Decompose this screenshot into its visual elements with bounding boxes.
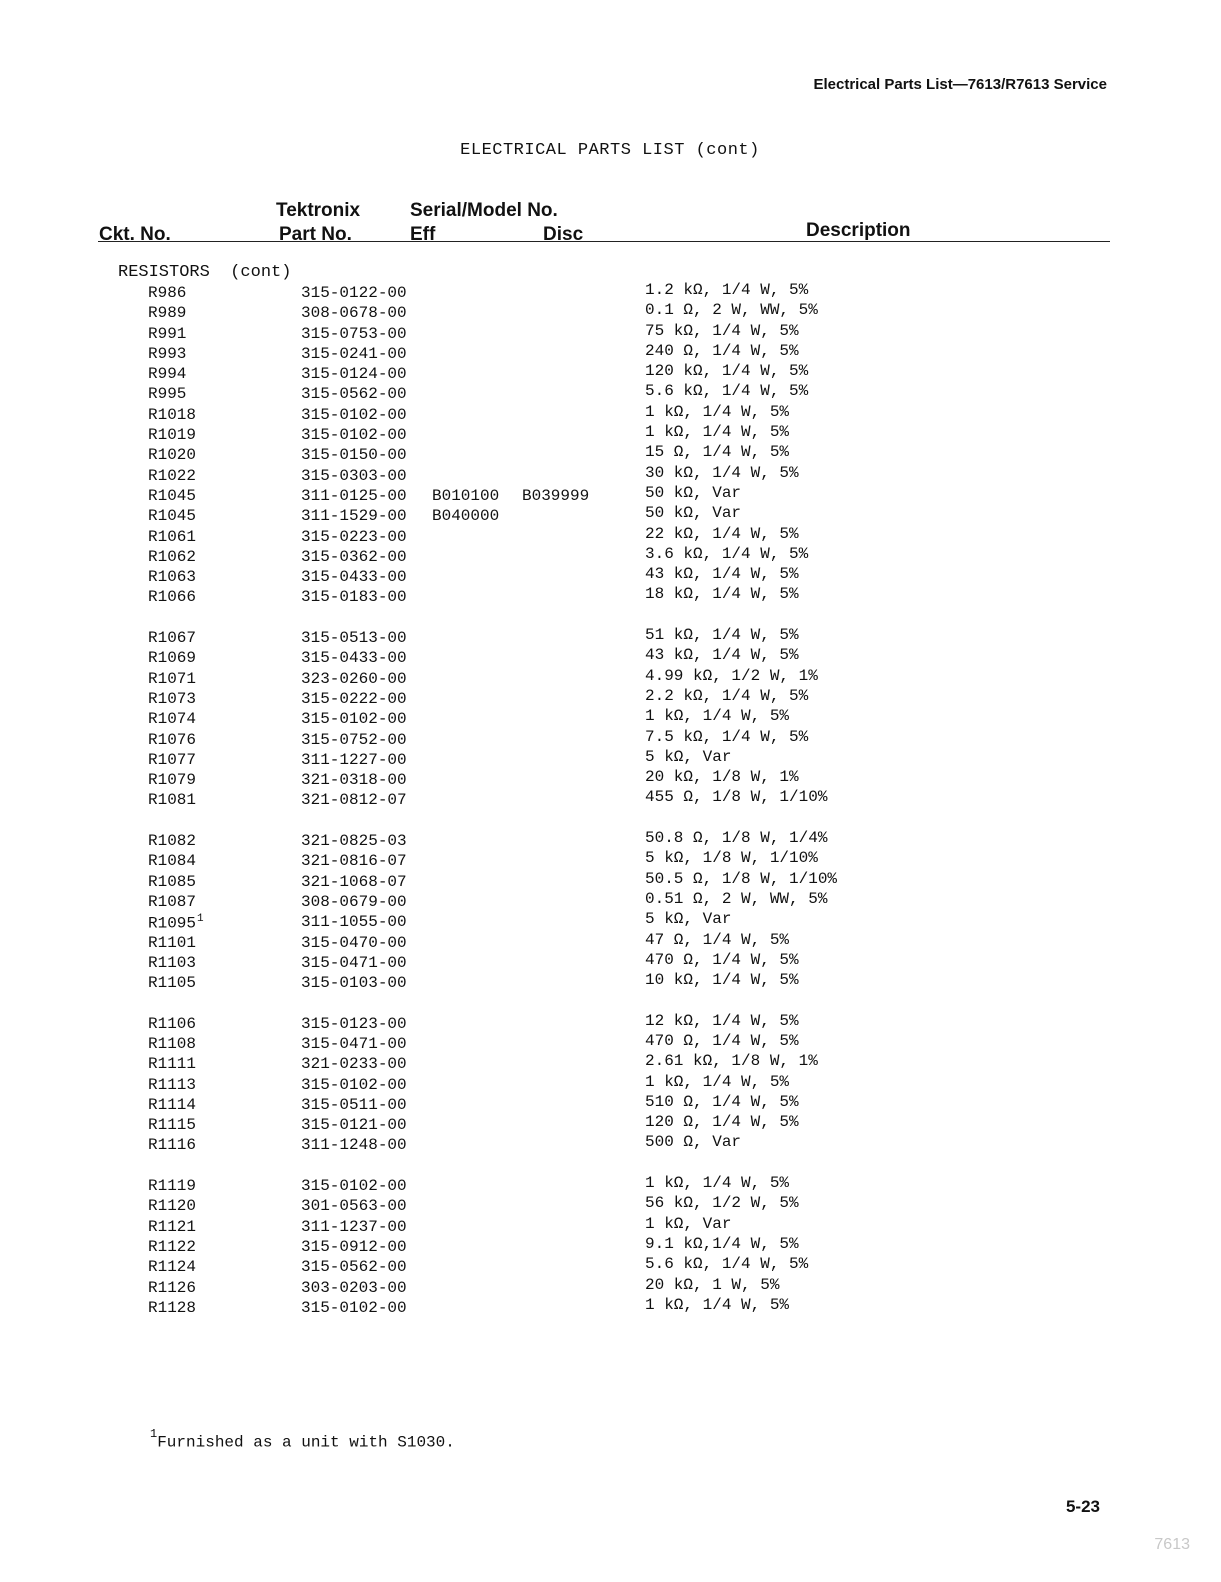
part-no-cell: 315-0183-00: [301, 588, 407, 607]
description-cell: 10 kΩ, 1/4 W, 5%: [645, 971, 799, 990]
ckt-no-cell: R1103: [148, 953, 197, 972]
ckt-no-cell: R1063: [148, 568, 197, 587]
table-row: [0, 1011, 1221, 1035]
ckt-no-cell: R1121: [148, 1217, 197, 1236]
part-no-cell: 321-0825-03: [301, 832, 407, 851]
description-cell: 12 kΩ, 1/4 W, 5%: [645, 1011, 799, 1030]
part-no-cell: 311-1227-00: [301, 750, 407, 769]
part-no-cell: 315-0102-00: [301, 1177, 407, 1196]
part-no-cell: 315-0752-00: [301, 730, 407, 749]
ckt-no-cell: R1095$^1$: [148, 913, 204, 933]
ckt-no-cell: R1115: [148, 1116, 197, 1135]
description-cell: 1 kΩ, 1/4 W, 5%: [645, 1072, 790, 1091]
table-row: [0, 727, 1221, 751]
table-row: [0, 910, 1221, 933]
table-row: [0, 1174, 1221, 1197]
description-cell: 1 kΩ, 1/4 W, 5%: [645, 1174, 790, 1193]
table-row: [0, 788, 1221, 811]
ckt-no-cell: R1116: [148, 1136, 197, 1155]
ckt-no-cell: R1082: [148, 832, 197, 851]
description-cell: 470 Ω, 1/4 W, 5%: [645, 1031, 799, 1050]
ckt-no-cell: R1113: [148, 1075, 197, 1094]
part-no-cell: 321-1068-07: [301, 872, 407, 891]
description-cell: 5 kΩ, Var: [645, 910, 732, 929]
ckt-no-cell: R1074: [148, 710, 197, 729]
part-no-cell: 315-0753-00: [301, 324, 407, 343]
part-no-cell: 321-0318-00: [301, 771, 407, 790]
part-no-cell: 301-0563-00: [301, 1197, 407, 1216]
ckt-no-cell: R1085: [148, 872, 197, 891]
part-no-cell: 315-0223-00: [301, 527, 407, 546]
ckt-no-cell: R1079: [148, 771, 197, 790]
part-no-cell: 308-0679-00: [301, 892, 407, 911]
part-no-cell: 315-0241-00: [301, 344, 407, 363]
table-row: [0, 1275, 1221, 1299]
ckt-no-cell: R1077: [148, 750, 197, 769]
ckt-no-cell: R1111: [148, 1055, 197, 1074]
part-no-cell: 311-1529-00: [301, 507, 407, 526]
description-cell: 120 kΩ, 1/4 W, 5%: [645, 362, 809, 381]
description-cell: 43 kΩ, 1/4 W, 5%: [645, 646, 799, 665]
description-cell: 1 kΩ, Var: [645, 1214, 732, 1233]
ckt-no-cell: R1067: [148, 629, 197, 648]
table-row: [0, 1092, 1221, 1116]
part-no-cell: 321-0816-07: [301, 852, 407, 871]
table-row: [0, 423, 1221, 446]
ckt-no-cell: R1101: [148, 933, 197, 952]
description-cell: 1 kΩ, 1/4 W, 5%: [645, 423, 790, 442]
ckt-no-cell: R1020: [148, 446, 197, 465]
table-row: [0, 829, 1221, 852]
part-no-cell: 315-0103-00: [301, 974, 407, 993]
description-cell: 43 kΩ, 1/4 W, 5%: [645, 565, 799, 584]
header-part-no: Part No.: [279, 224, 352, 245]
part-no-cell: 315-0303-00: [301, 466, 407, 485]
part-no-cell: 315-0433-00: [301, 568, 407, 587]
part-no-cell: 315-0362-00: [301, 547, 407, 566]
part-no-cell: 315-0470-00: [301, 933, 407, 952]
table-row: [0, 463, 1221, 487]
table-row: [0, 301, 1221, 324]
description-cell: 9.1 kΩ,1/4 W, 5%: [645, 1234, 799, 1253]
table-row: [0, 707, 1221, 730]
table-row: [0, 483, 1221, 507]
part-no-cell: 315-0562-00: [301, 385, 407, 404]
table-row: [0, 889, 1221, 913]
table-row: [0, 1295, 1221, 1319]
ckt-no-cell: R1066: [148, 588, 197, 607]
section-label: RESISTORS (cont): [118, 263, 292, 282]
ckt-no-cell: R1071: [148, 669, 197, 688]
ckt-no-cell: R1105: [148, 974, 197, 993]
part-no-cell: 311-1248-00: [301, 1136, 407, 1155]
table-row: [0, 544, 1221, 568]
footnote-mark: 1: [150, 1427, 158, 1441]
part-no-cell: 315-0150-00: [301, 446, 407, 465]
table-row: [0, 443, 1221, 466]
page-number: 5-23: [1065, 1497, 1100, 1516]
watermark: 7613: [1154, 1536, 1190, 1553]
ckt-no-cell: R994: [148, 365, 187, 384]
description-cell: 470 Ω, 1/4 W, 5%: [645, 950, 799, 969]
ckt-no-cell: R1018: [148, 405, 197, 424]
table-row: [0, 504, 1221, 527]
description-cell: 240 Ω, 1/4 W, 5%: [645, 341, 799, 360]
header-rule: [98, 241, 1110, 242]
table-row: [0, 930, 1221, 954]
description-cell: 22 kΩ, 1/4 W, 5%: [645, 524, 799, 543]
table-row: [0, 666, 1221, 690]
ckt-no-cell: R1128: [148, 1298, 197, 1317]
ckt-no-cell: R1022: [148, 466, 197, 485]
description-cell: 50 kΩ, Var: [645, 483, 742, 502]
ckt-no-cell: R1045: [148, 486, 197, 505]
description-cell: 51 kΩ, 1/4 W, 5%: [645, 626, 799, 645]
part-no-cell: 315-0102-00: [301, 405, 407, 424]
table-row: [0, 1255, 1221, 1278]
description-cell: 5.6 kΩ, 1/4 W, 5%: [645, 1255, 809, 1274]
part-no-cell: 315-0102-00: [301, 1298, 407, 1317]
eff-cell: B010100: [432, 486, 500, 505]
ckt-no-cell: R1081: [148, 791, 197, 810]
header-serial-model: Serial/Model No.: [410, 200, 558, 221]
table-row: [0, 402, 1221, 426]
table-row: [0, 849, 1221, 872]
table-row: [0, 626, 1221, 649]
description-cell: 20 kΩ, 1/8 W, 1%: [645, 768, 799, 787]
part-no-cell: 311-1237-00: [301, 1217, 407, 1236]
description-cell: 75 kΩ, 1/4 W, 5%: [645, 321, 799, 340]
page-title: ELECTRICAL PARTS LIST (cont): [460, 141, 760, 160]
description-cell: 15 Ω, 1/4 W, 5%: [645, 443, 790, 462]
header-eff: Eff: [410, 224, 436, 245]
part-no-cell: 315-0124-00: [301, 365, 407, 384]
description-cell: 3.6 kΩ, 1/4 W, 5%: [645, 544, 809, 563]
ckt-no-cell: R1114: [148, 1095, 197, 1114]
table-row: [0, 362, 1221, 385]
description-cell: 1 kΩ, 1/4 W, 5%: [645, 402, 790, 421]
footnote-text: Furnished as a unit with S1030.: [157, 1433, 455, 1452]
part-no-cell: 315-0433-00: [301, 649, 407, 668]
part-no-cell: 315-0511-00: [301, 1095, 407, 1114]
table-row: [0, 971, 1221, 994]
description-cell: 47 Ω, 1/4 W, 5%: [645, 930, 790, 949]
table-row: [0, 524, 1221, 548]
part-no-cell: 315-0102-00: [301, 710, 407, 729]
description-cell: 1 kΩ, 1/4 W, 5%: [645, 1295, 790, 1314]
ckt-no-cell: R1120: [148, 1197, 197, 1216]
part-no-cell: 323-0260-00: [301, 669, 407, 688]
part-no-cell: 303-0203-00: [301, 1278, 407, 1297]
description-cell: 2.2 kΩ, 1/4 W, 5%: [645, 686, 809, 705]
part-no-cell: 315-0471-00: [301, 953, 407, 972]
table-row: [0, 1113, 1221, 1136]
ckt-no-cell: R986: [148, 284, 187, 302]
table-row: [0, 768, 1221, 791]
parts-table: [0, 281, 1221, 1319]
footnote: [150, 1427, 455, 1452]
table-row: [0, 1234, 1221, 1258]
part-no-cell: 308-0678-00: [301, 304, 407, 323]
description-cell: 5.6 kΩ, 1/4 W, 5%: [645, 382, 809, 401]
description-cell: 455 Ω, 1/8 W, 1/10%: [645, 788, 828, 807]
ckt-no-cell: R1045: [148, 507, 197, 526]
eff-cell: B040000: [432, 507, 500, 526]
part-no-cell: 315-0102-00: [301, 426, 407, 445]
ckt-no-cell: R1019: [148, 426, 197, 445]
description-cell: 0.51 Ω, 2 W, WW, 5%: [645, 889, 828, 908]
ckt-no-cell: R995: [148, 385, 187, 404]
header-ckt-no: Ckt. No.: [99, 224, 171, 245]
description-cell: 5 kΩ, 1/8 W, 1/10%: [645, 849, 818, 868]
table-row: [0, 281, 1221, 304]
part-no-cell: 315-0121-00: [301, 1116, 407, 1135]
header-tektronix: Tektronix: [276, 200, 361, 221]
description-cell: 500 Ω, Var: [645, 1133, 742, 1152]
table-row: [0, 646, 1221, 669]
description-cell: 0.1 Ω, 2 W, WW, 5%: [645, 301, 818, 320]
table-row: [0, 950, 1221, 974]
description-cell: 50 kΩ, Var: [645, 504, 742, 523]
table-row: [0, 1031, 1221, 1055]
ckt-no-cell: R1062: [148, 547, 197, 566]
description-cell: 2.61 kΩ, 1/8 W, 1%: [645, 1052, 818, 1071]
description-cell: 56 kΩ, 1/2 W, 5%: [645, 1194, 799, 1213]
part-no-cell: 315-0471-00: [301, 1034, 407, 1053]
table-row: [0, 382, 1221, 405]
running-head: Electrical Parts List—7613/R7613 Service: [813, 76, 1107, 93]
ckt-no-cell: R1076: [148, 730, 197, 749]
description-cell: 120 Ω, 1/4 W, 5%: [645, 1113, 799, 1132]
ckt-no-cell: R1073: [148, 689, 197, 708]
table-row: [0, 1052, 1221, 1075]
table-row: [0, 341, 1221, 365]
ckt-no-cell: R1124: [148, 1258, 197, 1277]
part-no-cell: 315-0123-00: [301, 1014, 407, 1033]
table-row: [0, 1214, 1221, 1238]
table-row: [0, 747, 1221, 771]
part-no-cell: 315-0222-00: [301, 689, 407, 708]
ckt-no-cell: R1106: [148, 1014, 197, 1033]
table-row: [0, 686, 1221, 710]
ckt-no-cell: R1122: [148, 1237, 197, 1256]
disc-cell: B039999: [522, 486, 590, 505]
part-no-cell: 315-0912-00: [301, 1237, 407, 1256]
description-cell: 510 Ω, 1/4 W, 5%: [645, 1092, 799, 1111]
ckt-no-cell: R991: [148, 324, 187, 343]
ckt-no-cell: R1084: [148, 852, 197, 871]
table-row: [0, 321, 1221, 345]
ckt-no-cell: R1069: [148, 649, 197, 668]
table-row: [0, 585, 1221, 608]
ckt-no-cell: R993: [148, 344, 187, 363]
ckt-no-cell: R1061: [148, 527, 197, 546]
table-row: [0, 869, 1221, 893]
ckt-no-cell: R1119: [148, 1177, 197, 1196]
table-row: [0, 1194, 1221, 1217]
description-cell: 4.99 kΩ, 1/2 W, 1%: [645, 666, 818, 685]
part-no-cell: 311-1055-00: [301, 913, 407, 932]
description-cell: 30 kΩ, 1/4 W, 5%: [645, 463, 799, 482]
description-cell: 50.5 Ω, 1/8 W, 1/10%: [645, 869, 838, 888]
table-row: [0, 1072, 1221, 1096]
part-no-cell: 321-0812-07: [301, 791, 407, 810]
header-description: Description: [806, 220, 911, 241]
header-disc: Disc: [543, 224, 584, 245]
description-cell: 1 kΩ, 1/4 W, 5%: [645, 707, 790, 726]
description-cell: 5 kΩ, Var: [645, 747, 732, 766]
description-cell: 18 kΩ, 1/4 W, 5%: [645, 585, 799, 604]
part-no-cell: 311-0125-00: [301, 486, 407, 505]
ckt-no-cell: R989: [148, 304, 187, 323]
part-no-cell: 315-0122-00: [301, 284, 407, 302]
part-no-cell: 321-0233-00: [301, 1055, 407, 1074]
ckt-no-cell: R1126: [148, 1278, 197, 1297]
description-cell: 7.5 kΩ, 1/4 W, 5%: [645, 727, 809, 746]
description-cell: 1.2 kΩ, 1/4 W, 5%: [645, 281, 809, 299]
description-cell: 20 kΩ, 1 W, 5%: [645, 1275, 780, 1294]
table-row: [0, 565, 1221, 588]
ckt-no-cell: R1087: [148, 892, 197, 911]
description-cell: 50.8 Ω, 1/8 W, 1/4%: [645, 829, 828, 848]
part-no-cell: 315-0562-00: [301, 1258, 407, 1277]
ckt-no-cell: R1108: [148, 1034, 197, 1053]
table-row: [0, 1133, 1221, 1156]
part-no-cell: 315-0513-00: [301, 629, 407, 648]
part-no-cell: 315-0102-00: [301, 1075, 407, 1094]
footnote-ref: 1: [197, 913, 204, 926]
